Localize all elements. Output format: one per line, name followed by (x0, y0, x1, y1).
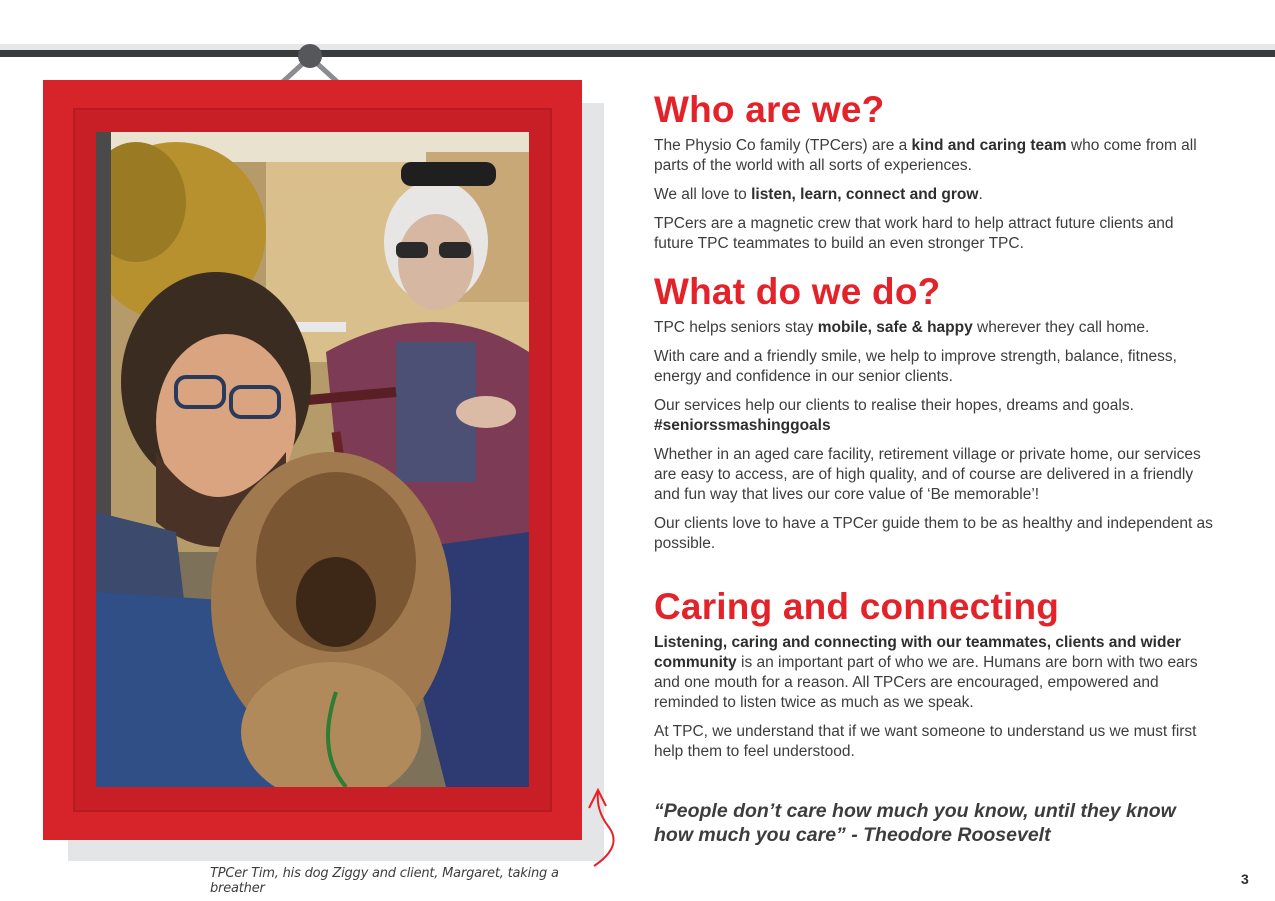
heading-who-are-we: Who are we? (654, 89, 885, 130)
heading-caring-and-connecting: Caring and connecting (654, 586, 1060, 627)
who-paragraph-3: TPCers are a magnetic crew that work hard to help attract future clients and future TPC teammates to build an even stronger TPC. (654, 215, 1174, 252)
heading-what-do-we-do: What do we do? (654, 271, 941, 312)
photo-caption: TPCer Tim, his dog Ziggy and client, Margaret, taking a breather (210, 866, 559, 896)
section-caring-and-connecting (654, 587, 1214, 771)
what-paragraph-1: TPC helps seniors stay mobile, safe & happy wherever they call home. (654, 319, 1150, 336)
who-paragraph-2: We all love to listen, learn, connect and grow. (654, 186, 983, 203)
section-who-are-we (654, 90, 1214, 263)
hanging-rail (0, 50, 1275, 57)
care-paragraph-1: Listening, caring and connecting with our teammates, clients and wider community is an important part of who we are. Humans are born with two ears and one mouth for a reason. All TPCers are encouraged, empowered and reminded to listen twice as much as we speak. (654, 634, 1198, 711)
what-paragraph-5: Our clients love to have a TPCer guide them to be as healthy and independent as possible. (654, 515, 1213, 552)
what-paragraph-4: Whether in an aged care facility, retirement village or private home, our services are easy to access, are of high quality, and of course are delivered in a friendly and fun way that lives our core value of ‘Be memorable’! (654, 446, 1201, 503)
roosevelt-quote: “People don’t care how much you know, until they know how much you care” - Theodore Roosevelt (654, 800, 1176, 846)
curved-arrow-icon (584, 786, 624, 868)
picture-frame (43, 80, 582, 840)
photo-tim-ziggy-margaret (96, 132, 529, 787)
who-paragraph-1: The Physio Co family (TPCers) are a kind and caring team who come from all parts of the world with all sorts of experiences. (654, 137, 1197, 174)
what-paragraph-2: With care and a friendly smile, we help to improve strength, balance, fitness, energy and confidence in our senior clients. (654, 348, 1177, 385)
section-what-do-we-do (654, 272, 1214, 563)
care-paragraph-2: At TPC, we understand that if we want someone to understand us we must first help them to feel understood. (654, 723, 1197, 760)
page-number: 3 (1241, 871, 1249, 887)
what-paragraph-3: Our services help our clients to realise their hopes, dreams and goals. #seniorssmashinggoals (654, 397, 1134, 434)
